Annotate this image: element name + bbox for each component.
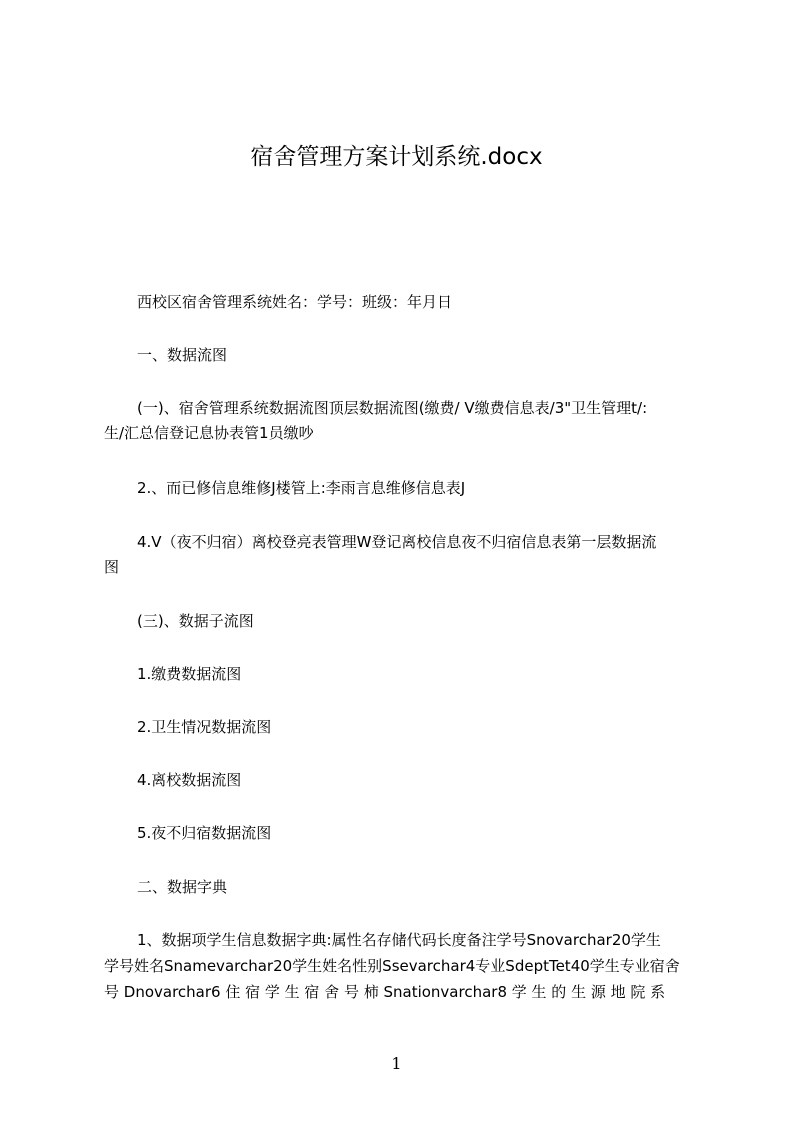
- paragraph-header-line: 西校区宿舍管理系统姓名：学号：班级：年月日: [137, 293, 453, 311]
- paragraph-dictionary-line-2: 学号姓名Snamevarchar20学生姓名性别Ssevarchar4专业SdeptTet40学生专业宿舍: [104, 957, 680, 975]
- paragraph-top-level-flow-cont: 生/汇总信登记息协表管1员缴吵: [104, 424, 314, 442]
- paragraph-leave-flow: 4.V（夜不归宿）离校登亮表管理W登记离校信息夜不归宿信息表第一层数据流: [137, 533, 657, 551]
- list-item-payment-flow: 1.缴费数据流图: [137, 665, 242, 683]
- paragraph-top-level-flow: (一)、宿舍管理系统数据流图顶层数据流图(缴费/ V缴费信息表/3"卫生管理t/:: [137, 399, 648, 417]
- list-item-hygiene-flow: 2.卫生情况数据流图: [137, 718, 272, 736]
- page-number: 1: [391, 1054, 402, 1073]
- paragraph-leave-flow-cont: 图: [104, 558, 120, 576]
- paragraph-dictionary-line-1: 1、数据项学生信息数据字典:属性名存储代码长度备注学号Snovarchar20学生: [137, 931, 661, 949]
- heading-data-flow: 一、数据流图: [137, 346, 228, 364]
- list-item-night-flow: 5.夜不归宿数据流图: [137, 824, 272, 842]
- heading-data-dictionary: 二、数据字典: [137, 878, 228, 896]
- paragraph-repair-flow: 2.、而已修信息维修J楼管上:李雨言息维修信息表J: [137, 479, 466, 497]
- list-item-leave-flow: 4.离校数据流图: [137, 771, 242, 789]
- paragraph-dictionary-line-3: 号 Dnovarchar6 住 宿 学 生 宿 舍 号 柿 Snationvarchar8 学 生 的 生 源 地 院 系: [104, 983, 666, 1001]
- heading-sub-flow: (三)、数据子流图: [137, 612, 254, 630]
- document-title: 宿舍管理方案计划系统.docx: [250, 144, 543, 170]
